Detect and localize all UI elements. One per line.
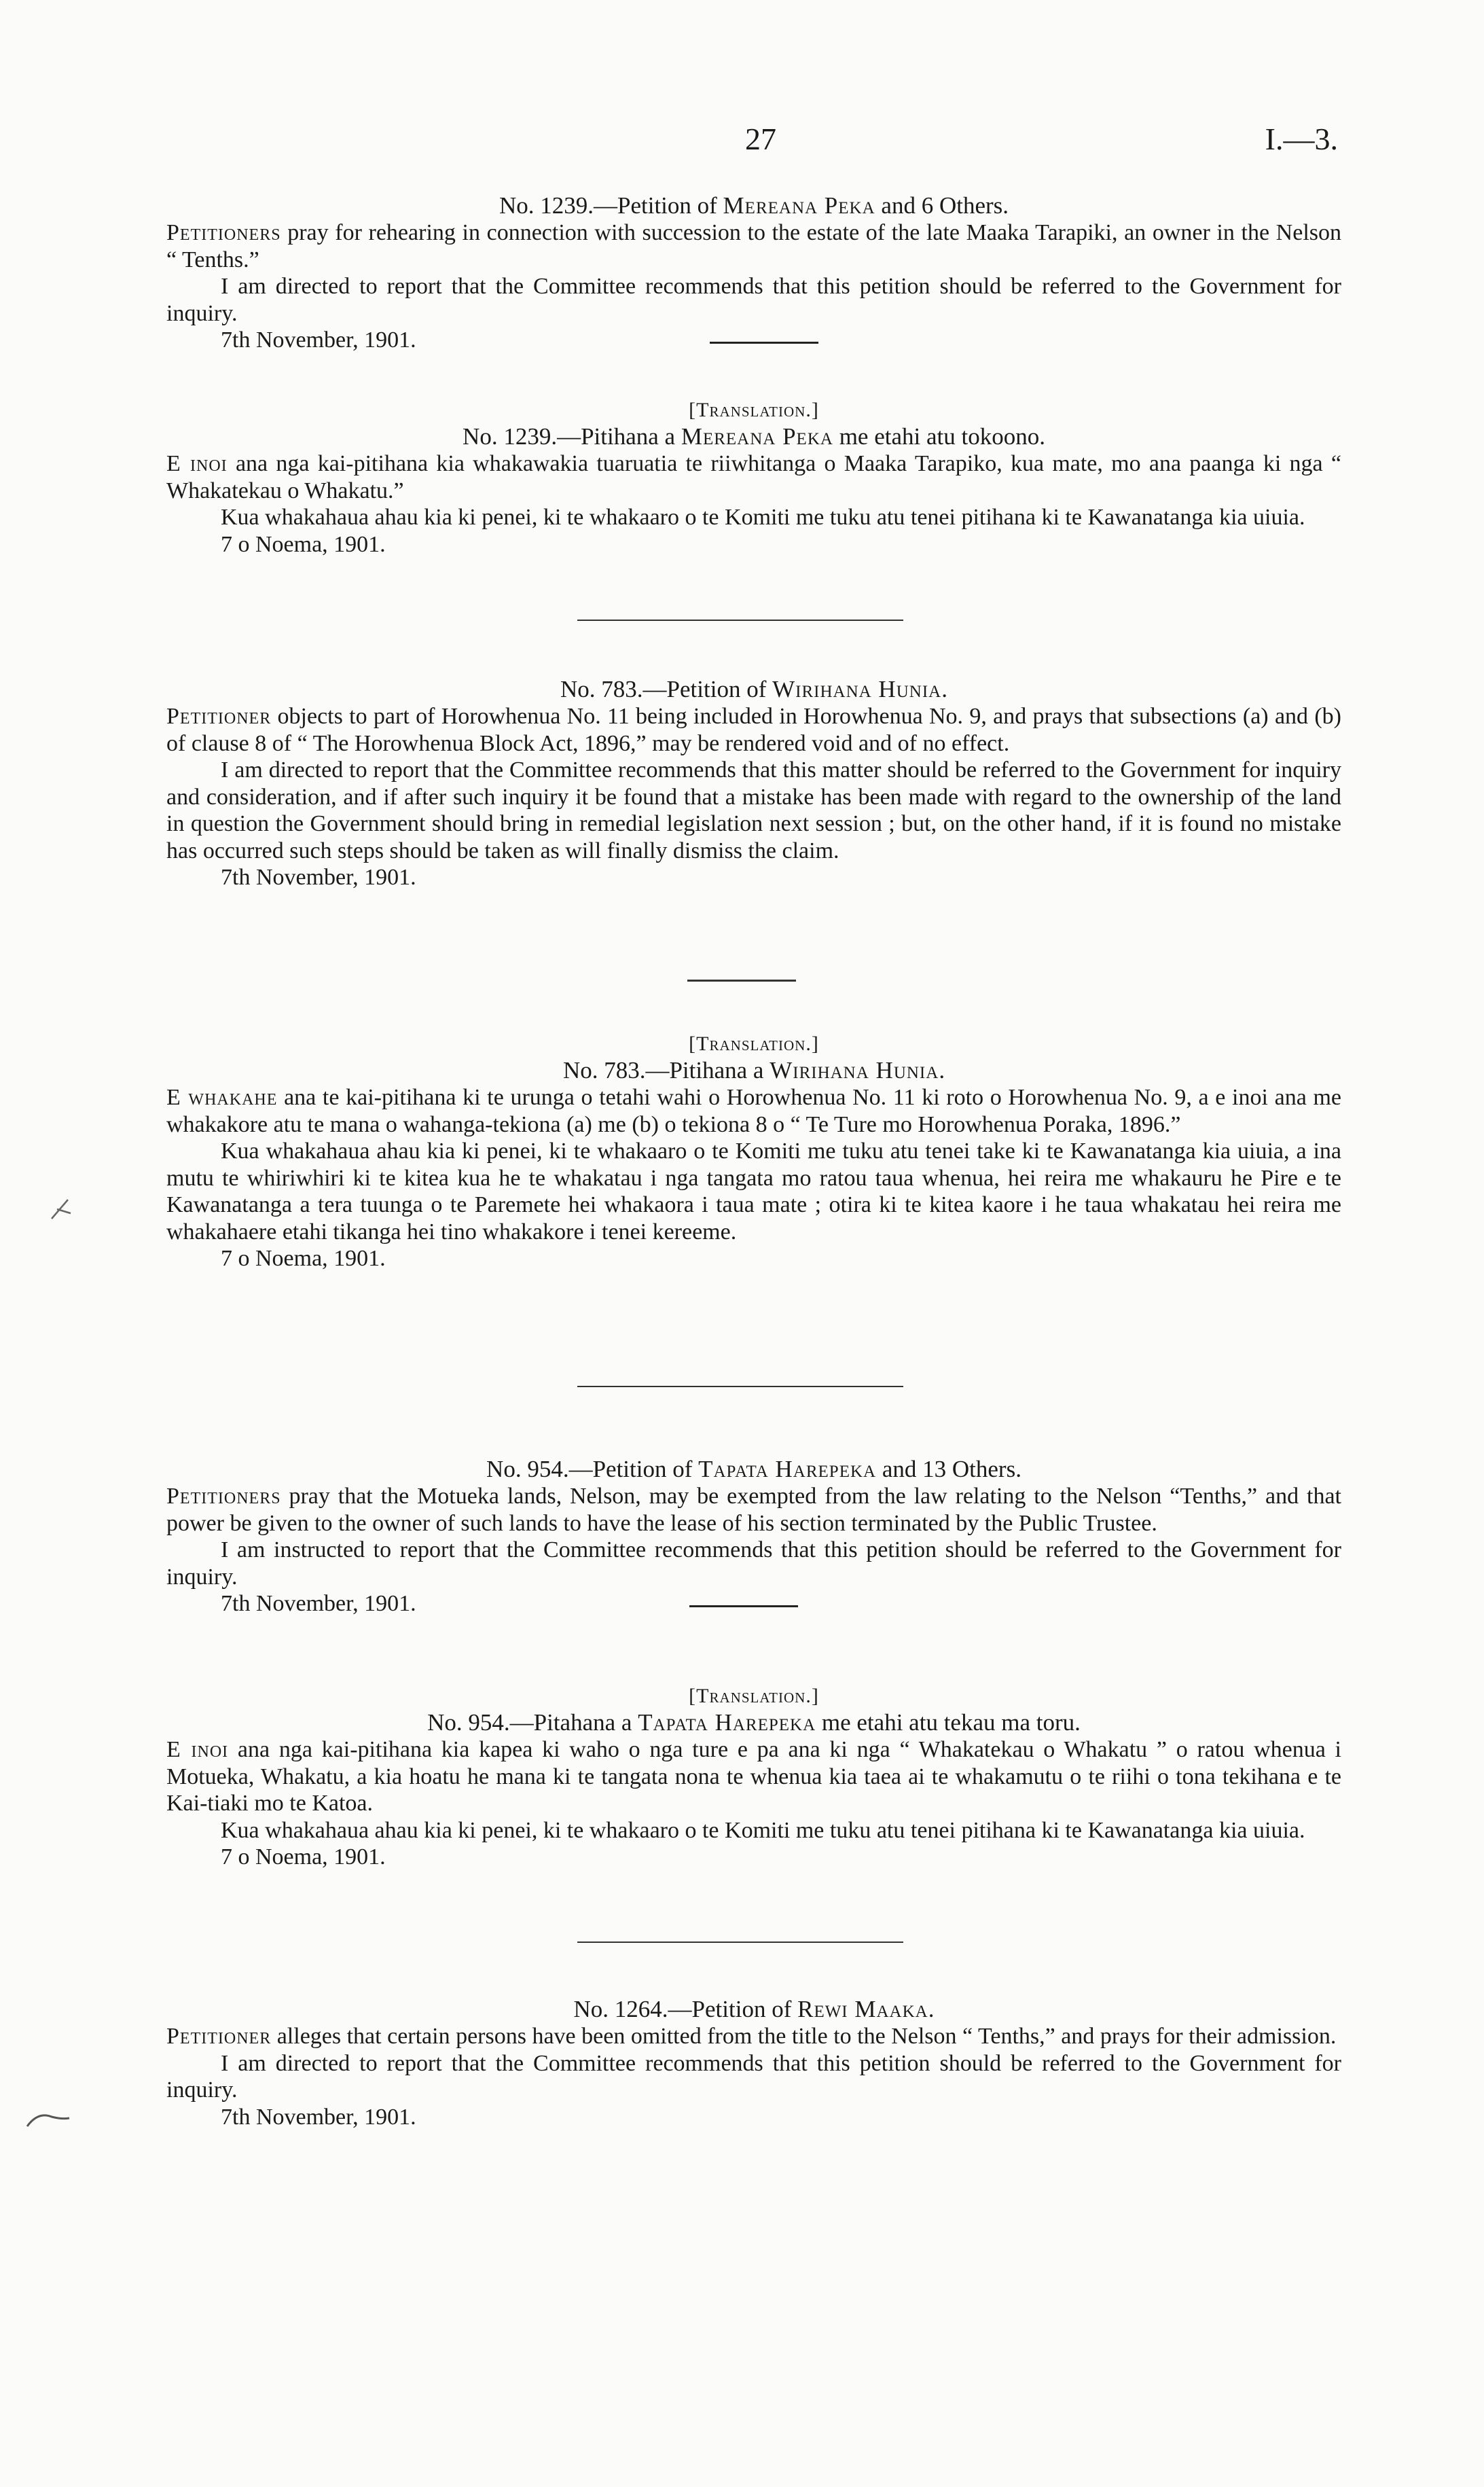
section-divider: [577, 620, 903, 621]
report-date: 7 o Noema, 1901.: [221, 1246, 386, 1271]
report-date: 7th November, 1901.: [221, 327, 416, 353]
petitioner-name: Tapata Harepeka: [698, 1456, 877, 1482]
report-date: 7 o Noema, 1901.: [221, 1844, 386, 1869]
petition-heading: No. 1264.—Petition of Rewi Maaka.: [573, 1996, 935, 2022]
petition-heading: No. 954.—Petition of Tapata Harepeka and 13 Others.: [486, 1456, 1021, 1482]
petitioner-name: Tapata Harepeka: [638, 1709, 816, 1736]
petitioner-name: Wirihana Hunia: [770, 1057, 939, 1084]
margin-mark: [24, 2106, 72, 2138]
petitioner-name: Wirihana Hunia: [772, 676, 942, 702]
petition-heading: No. 1239.—Pitihana a Mereana Peka me etahi atu tokoono.: [463, 423, 1045, 450]
short-divider: [689, 1605, 798, 1607]
report-date: 7th November, 1901.: [221, 865, 416, 890]
petitioner-name: Mereana Peka: [723, 192, 875, 219]
committee-report: I am instructed to report that the Committee recommends that this petition should be referred to the Government for inquiry.: [166, 1537, 1341, 1590]
page-reference: I.—3.: [1265, 122, 1338, 156]
page-number: 27: [745, 122, 776, 156]
petition-783-english: [166, 676, 1341, 891]
petition-783-translation: [166, 1031, 1341, 1272]
petition-954-translation: [166, 1683, 1341, 1871]
margin-mark: [48, 1196, 75, 1228]
petition-heading: No. 783.—Petition of Wirihana Hunia.: [560, 676, 947, 702]
short-divider: [687, 980, 796, 982]
report-date: 7th November, 1901.: [221, 1591, 416, 1616]
translation-label: [Translation.]: [689, 399, 819, 421]
petition-prayer: E inoi ana nga kai-pitihana kia whakawakia tuaruatia te riiwhitanga o Maaka Tarapiko, kua mate, mo ana paanga ki nga “ Whakatekau o Whakatu.”: [166, 451, 1341, 503]
petition-prayer: Petitioner alleges that certain persons have been omitted from the title to the Nelson “ Tenths,” and prays for their admission.: [166, 2024, 1337, 2049]
committee-report: Kua whakahaua ahau kia ki penei, ki te whakaaro o te Komiti me tuku atu tenei pitihana ki te Kawanatanga kia uiuia.: [221, 505, 1305, 530]
section-divider: [577, 1386, 903, 1387]
committee-report: I am directed to report that the Committee recommends that this matter should be referred to the Government for inquiry and consideration, and if after such inquiry it be found that a mistake has been made with regard to the ownership of the land in question the Government should bring in remedial legislation next session ; but, on the other hand, if it is found no mistake has occurred such steps should be taken as will finally dismiss the claim.: [166, 757, 1341, 863]
petition-prayer: Petitioners pray for rehearing in connection with succession to the estate of the late Maaka Tarapiki, an owner in the Nelson “ Tenths.”: [166, 220, 1341, 272]
petition-prayer: E whakahe ana te kai-pitihana ki te urunga o tetahi wahi o Horowhenua No. 11 ki roto o Horowhenua No. 9, a e inoi ana me whakakore atu te mana o wahanga-tekiona (a) me (b) o tekiona 8 o “ Te Ture mo Horowhenua Poraka, 1896.”: [166, 1085, 1341, 1137]
petitioner-name: Rewi Maaka: [797, 1996, 928, 2022]
petition-1264-english: [166, 1996, 1341, 2131]
petition-prayer: Petitioners pray that the Motueka lands, Nelson, may be exempted from the law relating to the Nelson “Tenths,” and that power be given to the owner of such lands to have the lease of his section terminated by the Public Trustee.: [166, 1484, 1341, 1536]
petition-1239-translation: [166, 397, 1341, 558]
petition-954-english: [166, 1456, 1341, 1617]
translation-label: [Translation.]: [689, 1685, 819, 1707]
petition-heading: No. 783.—Pitihana a Wirihana Hunia.: [562, 1057, 945, 1084]
petition-prayer: E inoi ana nga kai-pitihana kia kapea ki waho o nga ture e pa ana ki nga “ Whakatekau o Whakatu ” o ratou whenua i Motueka, Whakatu, a kia hoatu he mana ki te tangata nona te whenua kia taea ai te whakamutu o te riihi o tona tekihana e te Kai-tiaki mo te Katoa.: [166, 1737, 1341, 1816]
committee-report: I am directed to report that the Committee recommends that this petition should be referred to the Government for inquiry.: [166, 2050, 1341, 2103]
translation-label: [Translation.]: [689, 1033, 819, 1055]
petitioner-name: Mereana Peka: [681, 423, 833, 450]
petition-prayer: Petitioner objects to part of Horowhenua No. 11 being included in Horowhenua No. 9, and prays that subsections (a) and (b) of clause 8 of “ The Horowhenua Block Act, 1896,” may be rendered void and of no effect.: [166, 704, 1341, 756]
petition-heading: No. 1239.—Petition of Mereana Peka and 6 Others.: [499, 192, 1009, 219]
committee-report: Kua whakahaua ahau kia ki penei, ki te whakaaro o te Komiti me tuku atu tenei pitihana ki te Kawanatanga kia uiuia.: [221, 1817, 1305, 1843]
petition-heading: No. 954.—Pitahana a Tapata Harepeka me etahi atu tekau ma toru.: [427, 1709, 1081, 1736]
report-date: 7th November, 1901.: [221, 2104, 416, 2130]
short-divider: [710, 342, 818, 344]
committee-report: Kua whakahaua ahau kia ki penei, ki te whakaaro o te Komiti me tuku atu tenei take ki te Kawanatanga kia uiuia, a ina mutu te whiriwhiri ki te kitea kua he te whakatau i nga tangata mo ratou taua whenua, hei reira me whakauru he Pire e te Kawanatanga a tera tuunga o te Paremete hei whakaora i taua mate ; otira ki te kitea kaore i he taua whakatau hei reira me whakahaere etahi tikanga hei tino whakakore i tenei kereeme.: [166, 1139, 1341, 1245]
section-divider: [577, 1942, 903, 1943]
report-date: 7 o Noema, 1901.: [221, 531, 386, 557]
petition-1239-english: [166, 192, 1341, 354]
committee-report: I am directed to report that the Committee recommends that this petition should be referred to the Government for inquiry.: [166, 274, 1341, 326]
